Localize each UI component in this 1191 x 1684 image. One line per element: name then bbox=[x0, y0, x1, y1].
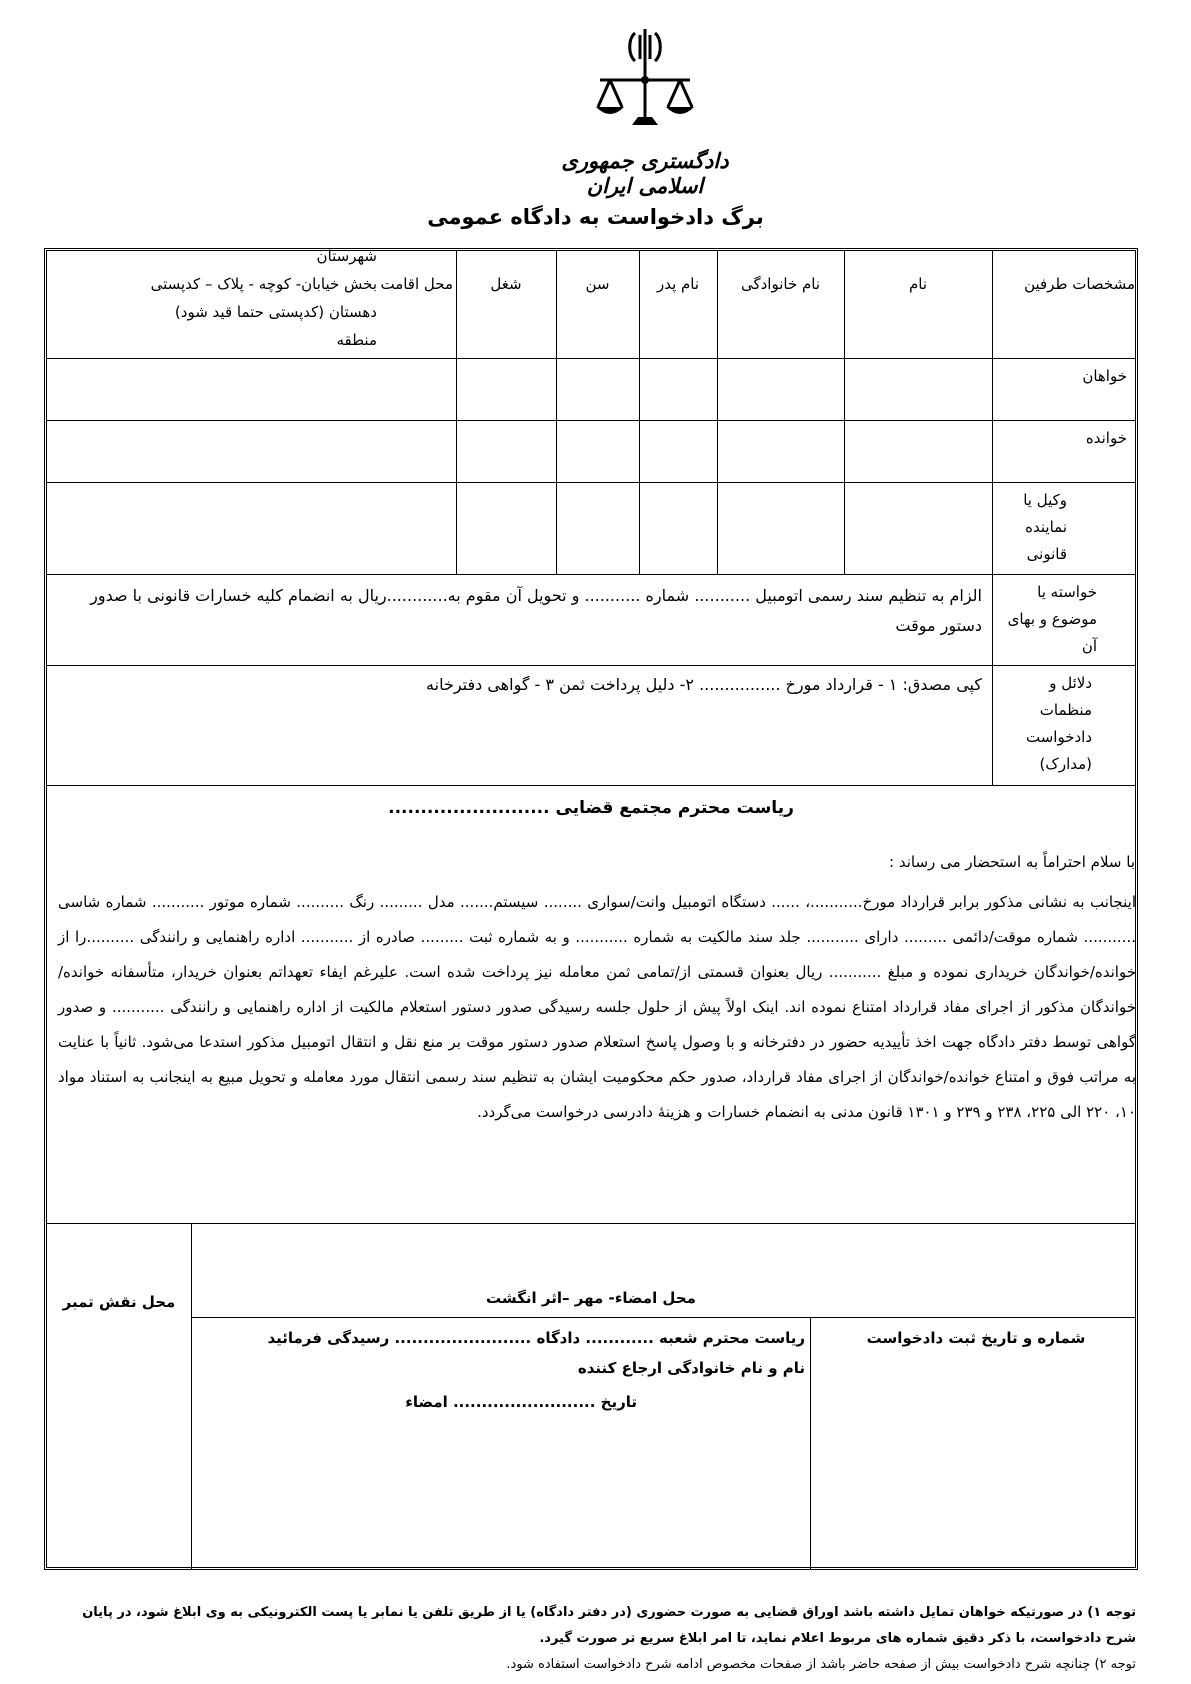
header-first-name: نام bbox=[908, 275, 928, 293]
header-father-name: نام پدر bbox=[656, 275, 700, 293]
referral-line: ریاست محترم شعبه ............ دادگاه ........................ رسیدگی فرمائید bbox=[267, 1329, 805, 1347]
subject-text: الزام به تنظیم سند رسمی اتومبیل ........... شماره ........... و تحویل آن مقوم به............ریال به انضمام کلیه خسارات قانونی با صدور دستور موقت bbox=[90, 586, 982, 635]
petition-body: اینجانب به نشانی مذکور برابر قرارداد مورخ...........، ...... دستگاه اتومبیل وانت/سواری ........ سیستم....... مدل ......... رنگ .......... شماره موتور ........... شماره شاسی ........... شماره موقت/دائمی ......... دارای ........... جلد سند مالکیت به شماره ........... و به شماره ثبت ......... صادره از ........... اداره راهنمایی و رانندگی ..........را از خوانده/خواندگان خریداری نموده و مبلغ ........... ریال بعنوان قسمتی از/تمامی ثمن معامله نیز پرداخت شده است. علیرغم ایفاء تعهداتم بعنوان خریدار، متأسفانه خوانده/خواندگان مذکور از اجرای مفاد قرارداد امتناع نموده اند. اینک اولاً پیش از حلول جلسه رسیدگی صدور دستور استعلام مالکیت از اداره راهنمایی و رانندگی ........... و صدور گواهی توسط دفتر دادگاه جهت اخذ تأییدیه حضور در دفترخانه و با وصول پاسخ استعلام صدور دستور موقت بر منع نقل و انتقال اتومبیل مذکور استدعا می‌شود. ثانیاً با عنایت به مراتب فوق و امتناع خوانده/خواندگان از اجرای مفاد قرارداد، صدور حکم محکومیت ایشان به تنظیم سند رسمی انتقال مورد معامله و تحویل مبیع به اینجانب به استناد مواد ۱۰، ۲۲۰ الی ۲۲۵، ۲۳۸ و ۲۳۹ و ۱۳۰۱ قانون مدنی به انضمام خسارات و هزینهٔ دادرسی درخواست می‌گردد. bbox=[58, 893, 1136, 1121]
stamp-place: محل نقش تمبر bbox=[62, 1293, 176, 1311]
note-1: توجه ۱) در صورتیکه خواهان تمایل داشته باشد اوراق قضایی به صورت حضوری (در دفتر دادگاه) یا از طریق تلفن یا نمابر یا پست الکترونیکی به وی ابلاغ شود، در پایان شرح دادخواست، با ذکر دقیق شماره های مربوط اعلام نماید، تا امر ابلاغ سریع تر صورت گیرد. bbox=[82, 1605, 1136, 1646]
divider bbox=[47, 420, 1135, 421]
divider bbox=[191, 1223, 192, 1570]
referral-date-signature: تاریخ ......................... امضاء bbox=[405, 1393, 637, 1411]
divider bbox=[191, 1317, 1135, 1318]
divider bbox=[47, 358, 1135, 359]
divider bbox=[456, 251, 457, 574]
header-residence: محل اقامت bbox=[380, 275, 453, 293]
judiciary-emblem-icon bbox=[590, 25, 700, 130]
header-address-street: بخش خیابان- کوچه - پلاک – کدپستی bbox=[150, 275, 377, 293]
header-address-village: دهستان (کدپستی حتما قید شود) bbox=[174, 303, 377, 321]
evidence-label: دلائل و منظمات دادخواست (مدارک) bbox=[1025, 674, 1092, 773]
divider bbox=[47, 665, 1135, 666]
form-title: برگ دادخواست به دادگاه عمومی bbox=[427, 205, 764, 229]
divider bbox=[47, 574, 1135, 575]
greeting: با سلام احتراماً به استحضار می رساند : bbox=[889, 853, 1135, 871]
note-2: توجه ۲) چنانچه شرح دادخواست بیش از صفحه حاضر باشد از صفحات مخصوص ادامه شرح دادخواست استفاده شود. bbox=[506, 1657, 1136, 1672]
court-heading: ریاست محترم مجتمع قضایی ......................... bbox=[388, 798, 794, 818]
header-job: شغل bbox=[490, 275, 522, 293]
referrer-name: نام و نام خانوادگی ارجاع کننده bbox=[577, 1359, 805, 1377]
header-age: سن bbox=[585, 275, 610, 293]
divider bbox=[717, 251, 718, 574]
organization-name: دادگستری جمهوری اسلامی ایران bbox=[561, 148, 729, 198]
divider bbox=[47, 482, 1135, 483]
divider bbox=[810, 1317, 811, 1570]
divider bbox=[47, 785, 1135, 786]
divider bbox=[556, 251, 557, 574]
header-parties: مشخصات طرفین bbox=[1024, 275, 1135, 293]
divider bbox=[844, 251, 845, 574]
header-address-city: شهرستان bbox=[316, 247, 377, 265]
row-label-defendant: خوانده bbox=[1085, 429, 1127, 447]
evidence-text: کپی مصدق: ۱ - قرارداد مورخ ................ ۲- دلیل پرداخت ثمن ۳ - گواهی دفترخانه bbox=[426, 675, 982, 694]
registry-number-date: شماره و تاریخ ثبت دادخواست bbox=[866, 1329, 1086, 1347]
divider bbox=[639, 251, 640, 574]
header-address-region: منطقه bbox=[336, 331, 377, 349]
row-label-plaintiff: خواهان bbox=[1082, 367, 1127, 385]
signature-place: محل امضاء- مهر –اثر انگشت bbox=[486, 1289, 696, 1307]
row-label-attorney: وکیل یا نماینده قانونی bbox=[1023, 491, 1067, 563]
divider bbox=[47, 1223, 1135, 1224]
divider bbox=[992, 251, 993, 785]
header-last-name: نام خانوادگی bbox=[740, 275, 821, 293]
subject-label: خواسته یا موضوع و بهای آن bbox=[1007, 583, 1097, 655]
